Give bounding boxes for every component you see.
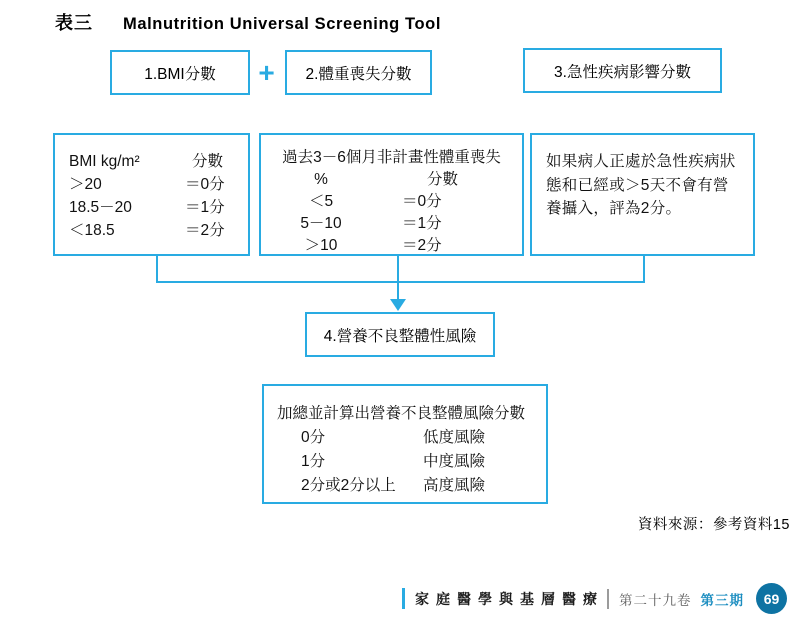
bmi-header-left: BMI kg/m²	[69, 153, 140, 170]
bmi-range: ＜18.5	[69, 222, 115, 239]
connector-right-stub	[643, 256, 645, 283]
acute-disease-detail-box	[530, 133, 755, 256]
weight-loss-row	[261, 235, 522, 257]
flow-box-bmi-score	[110, 50, 250, 95]
bmi-score: ＝2分	[185, 222, 225, 239]
weight-loss-header-left: %	[314, 171, 328, 188]
risk-row	[277, 426, 546, 450]
weight-loss-score: ＝1分	[402, 215, 442, 232]
weight-loss-header-row	[261, 169, 522, 191]
risk-row	[277, 450, 546, 474]
weight-loss-row	[261, 191, 522, 213]
weight-loss-score: ＝0分	[402, 193, 442, 210]
footer-divider-bar	[607, 589, 609, 609]
acute-disease-text: 如果病人正處於急性疾病狀態和已經或＞5天不會有營養攝入，評為2分。	[546, 153, 736, 217]
weight-loss-header-right: 分數	[427, 171, 459, 188]
bmi-score: ＝1分	[185, 199, 225, 216]
bmi-range: 18.5－20	[69, 199, 132, 216]
weight-loss-range: 5－10	[300, 215, 342, 232]
bmi-score: ＝0分	[185, 176, 225, 193]
bmi-detail-box	[53, 133, 250, 256]
flow-box-acute-disease-score	[523, 48, 722, 93]
flow-box-overall-risk-label: 4.營養不良整體性風險	[323, 327, 477, 345]
journal-name: 家庭醫學與基層醫療	[415, 590, 604, 607]
flow-box-weight-loss-score	[285, 50, 432, 95]
weight-loss-title: 過去3－6個月非計畫性體重喪失	[282, 149, 501, 166]
journal-issue: 第三期	[700, 592, 744, 608]
weight-loss-range: ＜5	[308, 193, 334, 210]
risk-score: 0分	[301, 429, 326, 446]
flow-box-overall-risk	[305, 312, 495, 357]
risk-score: 1分	[301, 453, 326, 470]
bmi-header-row	[69, 150, 238, 173]
risk-summary-box	[262, 384, 548, 504]
bmi-header-right: 分數	[191, 153, 223, 170]
flow-box-acute-disease-score-label: 3.急性疾病影響分數	[554, 63, 691, 81]
risk-level: 中度風險	[423, 453, 486, 470]
weight-loss-score: ＝2分	[402, 237, 442, 254]
risk-row	[277, 474, 546, 498]
risk-summary-title: 加總並計算出營養不良整體風險分數	[277, 405, 526, 422]
bmi-row	[69, 173, 238, 196]
connector-horizontal-line	[156, 281, 645, 283]
journal-footer	[402, 583, 787, 614]
figure-label: 表三	[55, 13, 93, 33]
flow-box-weight-loss-score-label: 2.體重喪失分數	[305, 65, 412, 83]
bmi-range: ＞20	[69, 176, 102, 193]
flow-box-bmi-score-label: 1.BMI分數	[144, 65, 216, 83]
journal-volume: 第二十九卷	[619, 592, 692, 608]
weight-loss-row	[261, 213, 522, 235]
figure-name: Malnutrition Universal Screening Tool	[123, 15, 442, 33]
risk-level: 低度風險	[423, 429, 486, 446]
page-number: 69	[763, 590, 780, 607]
bmi-row	[69, 196, 238, 219]
connector-left-stub	[156, 256, 158, 283]
plus-sign: +	[258, 56, 275, 88]
connector-center-line	[397, 256, 399, 300]
footer-divider-bar	[402, 588, 405, 609]
risk-level: 高度風險	[423, 477, 486, 494]
page-number-badge	[756, 583, 787, 614]
risk-score: 2分或2分以上	[301, 477, 396, 494]
down-arrow-icon	[390, 299, 406, 311]
figure-title	[55, 9, 441, 35]
weight-loss-range: ＞10	[304, 237, 338, 254]
source-note: 資料來源：參考資料15	[637, 517, 790, 533]
bmi-row	[69, 219, 238, 242]
weight-loss-detail-box	[259, 133, 524, 256]
